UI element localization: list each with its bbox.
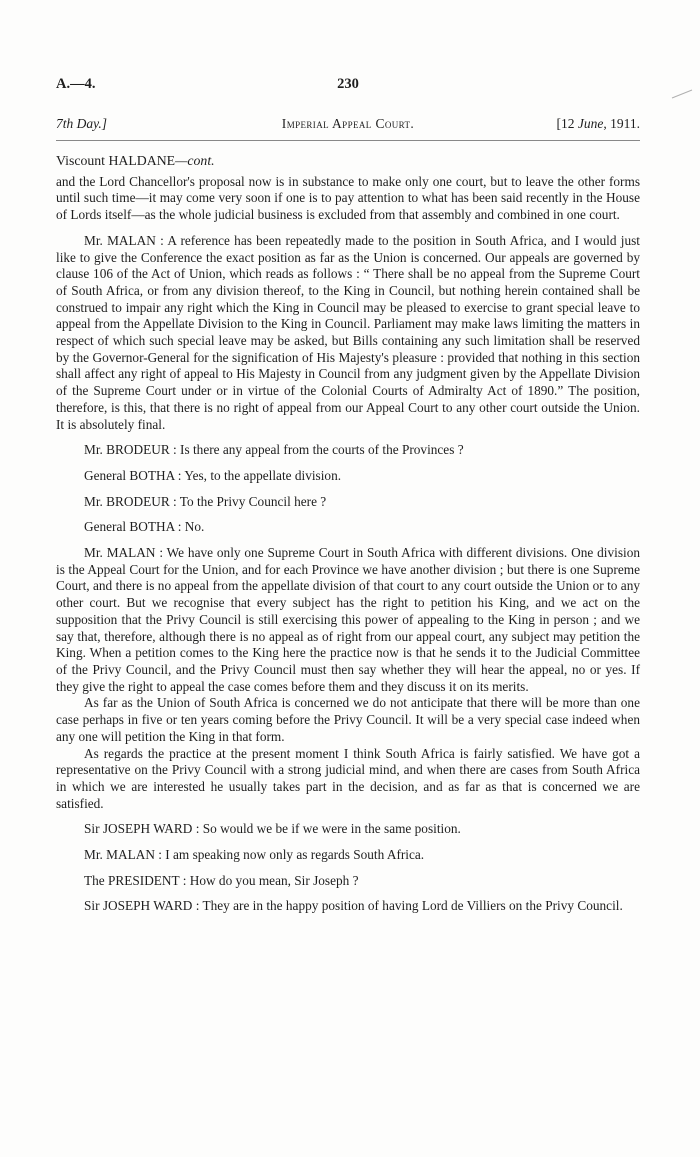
date-suffix: , 1911. [603,116,640,131]
speaker-heading [56,153,640,170]
running-header [56,116,640,134]
paragraph: General BOTHA : No. [84,519,205,535]
paragraph: The PRESIDENT : How do you mean, Sir Joseph ? [84,872,359,888]
date-month: June [577,116,604,131]
paragraph: As far as the Union of South Africa is concerned we do not anticipate that there will be more than one case perhaps in five or ten years coming before the Privy Council. It will be a very special case indeed when any one will petition the King in that form. [56,695,640,744]
paragraph: Mr. BRODEUR : Is there any appeal from the courts of the Provinces ? [84,442,464,458]
page-number: 230 [337,76,359,92]
speaker-cont: —cont. [175,153,215,168]
paragraph: and the Lord Chancellor's proposal now is in substance to make only one court, but to leave the other forms until such time—it may come very soon if one is to pay attention to what has been said recently in the House of Lords itself—as the whole judicial business is excluded from that assembly and combined in one court. [56,173,640,223]
speaker-name: Viscount HALDANE [56,153,176,168]
court-title: Imperial Appeal Court. [281,116,415,131]
paragraph: Sir JOSEPH WARD : They are in the happy position of having Lord de Villiers on the Privy Council. [84,898,623,914]
document-body [56,153,640,915]
paragraph: Mr. MALAN : I am speaking now only as regards South Africa. [84,847,425,863]
paragraph: Mr. MALAN : A reference has been repeatedly made to the position in South Africa, and I would just like to give the Conference the exact position as far as the Union is concerned. Our appeals are governed by clause 106 of the Act of Union, which reads as follows : “ There shall be no appeal from the Supreme Court of South Africa, or from any division thereof, to the King in Council, but nothing herein contained shall be construed to impair any right which the King in Council may be pleased to exercise to grant special leave to appeal from the Appellate Division to the King in Council. Parliament may make laws limiting the matters in respect of which such special leave may be asked, but Bills containing any such limitation shall be reserved by the Governor-General for the signification of His Majesty's pleasure : provided that nothing in this section shall affect any right of appeal to His Majesty in Council from any judgment given by the Appellate Division of the Supreme Court under or in virtue of the Colonial Courts of Admiralty Act of 1890.” The position, therefore, is this, that there is no right of appeal from our Appeal Court to any other court outside the Union. It is absolutely final. [56,232,640,432]
paragraph: Mr. BRODEUR : To the Privy Council here ? [84,493,327,509]
series-label: A.—4. [56,76,96,92]
page-header [56,76,640,96]
paragraph: Mr. MALAN : We have only one Supreme Court in South Africa with different divisions. One division is the Appeal Court for the Union, and for each Province we have another division ; but there is one Supreme Court, and there is no appeal from the appellate division of that court to any court outside the Union or to any other court. But we recognise that every subject has the right to petition his King, and we act on the supposition that the Privy Council is still exercising this power of appealing to the King in person ; and we say that, therefore, although there is no appeal as of right from our appeal court, any subject may petition the King. When a petition comes to the King here the practice now is that he sends it to the Judicial Committee of the Privy Council, and the Privy Council must then say whether they will hear the appeal, no or yes. If they give the right to appeal the case comes before them and they discuss it on its merits. [56,545,640,694]
paragraph: As regards the practice at the present moment I think South Africa is fairly satisfied. We have got a representative on the Privy Council with a strong judicial mind, and when there are cases from South Africa in which we are interested he usually takes part in the decision, and as far as that is concerned we are satisfied. [56,745,640,811]
paragraph: Sir JOSEPH WARD : So would we be if we were in the same position. [84,821,461,837]
header-rule [56,140,640,141]
day-label: 7th Day.] [56,116,108,131]
date-prefix: [12 [556,116,578,131]
date-label [557,116,640,132]
paragraph: General BOTHA : Yes, to the appellate division. [84,467,342,483]
page-corner-mark [670,88,694,100]
